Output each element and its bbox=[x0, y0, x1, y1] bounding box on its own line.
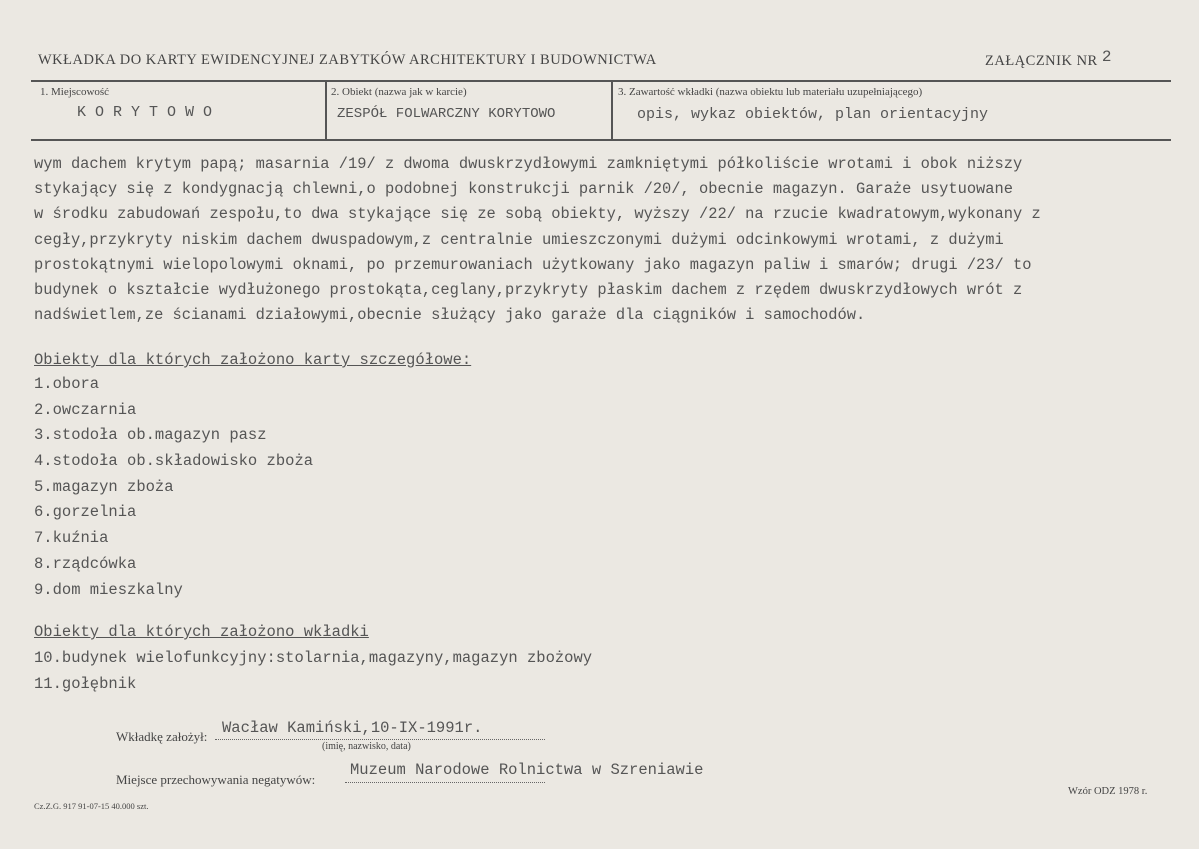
content-value: opis, wykaz obiektów, plan orientacyjny bbox=[637, 106, 989, 123]
form-title: WKŁADKA DO KARTY EWIDENCYJNEJ ZABYTKÓW ARCHITEKTURY I BUDOWNICTWA bbox=[38, 52, 657, 68]
list-item: 7.kuźnia bbox=[34, 529, 109, 548]
list-item: 10.budynek wielofunkcyjny:stolarnia,magazyny,magazyn zbożowy bbox=[34, 649, 593, 667]
description-line: prostokątnymi wielopolowymi oknami, po przemurowaniach użytkowany jako magazyn paliw i smarów; drugi /23/ to bbox=[34, 255, 1032, 274]
inserts-heading: Obiekty dla których założono wkładki bbox=[34, 623, 369, 641]
header-rule-top bbox=[31, 80, 1171, 82]
list-item: 6.gorzelnia bbox=[34, 503, 137, 522]
list-item: 2.owczarnia bbox=[34, 400, 137, 419]
header-rule-bottom bbox=[31, 139, 1171, 141]
description-line: w środku zabudowań zespołu,to dwa stykające się ze sobą obiekty, wyższy /22/ na rzucie kwadratowym,wykonany z bbox=[34, 205, 1041, 224]
description-line: wym dachem krytym papą; masarnia /19/ z dwoma dwuskrzydłowymi zamkniętymi półkoliście wrotami i obok niższy bbox=[34, 155, 1023, 173]
field-divider-2 bbox=[611, 80, 613, 139]
detailed-cards-list bbox=[34, 372, 313, 603]
created-by-hint: (imię, nazwisko, data) bbox=[322, 741, 411, 752]
created-by-value: Wacław Kamiński,10-IX-1991r. bbox=[222, 719, 483, 737]
print-code: Cz.Z.G. 917 91-07-15 40.000 szt. bbox=[34, 801, 149, 811]
description-line: nadświetlem,ze ścianami działowymi,obecnie służący jako garaże dla ciągników i samochodów. bbox=[34, 306, 866, 325]
annex-label-text: ZAŁĄCZNIK NR bbox=[985, 53, 1098, 69]
place-label: 1. Miejscowość bbox=[40, 86, 110, 98]
list-item: 8.rządcówka bbox=[34, 554, 137, 573]
created-by-line bbox=[215, 739, 545, 740]
list-item: 1.obora bbox=[34, 375, 100, 393]
list-item: 9.dom mieszkalny bbox=[34, 580, 183, 599]
list-item: 11.gołębnik bbox=[34, 674, 137, 693]
list-item: 4.stodoła ob.składowisko zboża bbox=[34, 452, 314, 471]
field-divider-1 bbox=[325, 80, 327, 139]
detailed-cards-heading: Obiekty dla których założono karty szczegółowe: bbox=[34, 351, 472, 369]
negatives-value: Muzeum Narodowe Rolnictwa w Szreniawie bbox=[350, 761, 704, 779]
form-code: Wzór ODZ 1978 r. bbox=[1068, 786, 1148, 797]
description-line: budynek o kształcie wydłużonego prostokąta,ceglany,przykryty płaskim dachem z rzędem dwuskrzydłowych wrót z bbox=[34, 281, 1023, 300]
place-value: KORYTOWO bbox=[77, 104, 222, 121]
list-item: 3.stodoła ob.magazyn pasz bbox=[34, 426, 267, 445]
annex-number: 2 bbox=[1101, 48, 1112, 66]
negatives-line bbox=[345, 782, 545, 783]
content-label: 3. Zawartość wkładki (nazwa obiektu lub materiału uzupełniającego) bbox=[618, 86, 923, 98]
annex-label bbox=[985, 48, 1112, 70]
description-line: cegły,przykryty niskim dachem dwuspadowym,z centralnie umieszczonymi dużymi odcinkowymi wrotami, z dużymi bbox=[34, 230, 1004, 249]
object-value: ZESPÓŁ FOLWARCZNY KORYTOWO bbox=[337, 106, 556, 122]
created-by-label: Wkładkę założył: bbox=[116, 729, 208, 744]
description-line: stykający się z kondygnacją chlewni,o podobnej konstrukcji parnik /20/, obecnie magazyn. Garaże usytuowane bbox=[34, 180, 1014, 199]
inserts-list bbox=[34, 646, 592, 697]
negatives-label: Miejsce przechowywania negatywów: bbox=[116, 772, 316, 787]
list-item: 5.magazyn zboża bbox=[34, 477, 174, 496]
description-text bbox=[34, 152, 1164, 328]
object-label: 2. Obiekt (nazwa jak w karcie) bbox=[331, 86, 467, 98]
